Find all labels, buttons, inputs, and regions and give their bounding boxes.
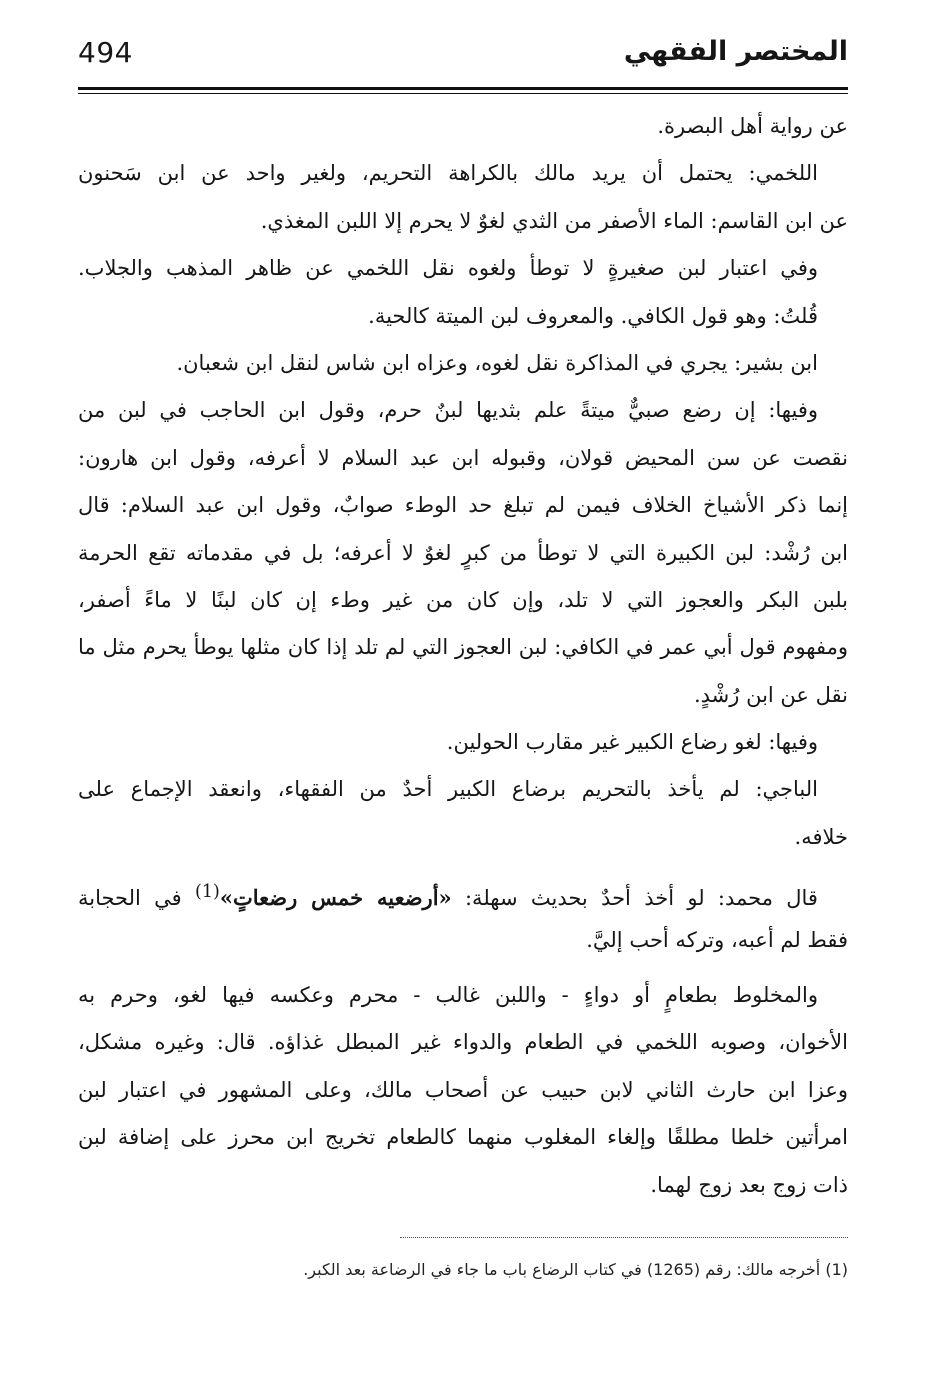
text-line: وعزا ابن حارث الثاني لابن حبيب عن أصحاب مالك، وعلى المشهور في اعتبار لبن xyxy=(78,1077,848,1102)
page-number: 494 xyxy=(78,36,133,69)
text-line: الباجي: لم يأخذ بالتحريم برضاع الكبير أحدٌ من الفقهاء، وانعقد الإجماع على xyxy=(78,777,818,802)
text-line: ابن رُشْد: لبن الكبيرة التي لا توطأ من كبرٍ لغوٌ لا أعرفه؛ بل في مقدماته تقع الحرمة xyxy=(78,540,848,565)
text-line: اللخمي: يحتمل أن يريد مالك بالكراهة التحريم، ولغير واحد عن ابن سَحنون xyxy=(78,161,818,186)
text-line: وفيها: إن رضع صبيٌّ ميتةً علم بثديها لبنٌ حرم، وقول ابن الحاجب في لبن من xyxy=(78,398,818,423)
text-line: ابن بشير: يجري في المذاكرة نقل لغوه، وعزاه ابن شاس لنقل ابن شعبان. xyxy=(176,350,818,375)
text-line: عن رواية أهل البصرة. xyxy=(657,114,848,138)
text-line: وفيها: لغو رضاع الكبير غير مقارب الحولين. xyxy=(446,730,818,755)
header-rule-thin xyxy=(78,93,848,94)
text-line: والمخلوط بطعامٍ أو دواءٍ - واللبن غالب - محرم وعكسه فيها لغو، وحرم به xyxy=(78,983,818,1008)
running-title: المختصر الفقهي xyxy=(623,36,848,67)
text-line: الأخوان، وصوبه اللخمي في الطعام والدواء غير المبطل غذاؤه. قال: وغيره مشكل، xyxy=(78,1030,848,1055)
body-text xyxy=(78,103,848,1209)
quote-intro: قال محمد: لو أخذ أحدٌ بحديث سهلة: xyxy=(464,886,818,911)
text-line: قُلتُ: وهو قول الكافي. والمعروف لبن الميتة كالحية. xyxy=(368,303,818,328)
text-line: ذات زوج بعد زوج لهما. xyxy=(650,1172,848,1197)
text-line: امرأتين خلطا مطلقًا وإلغاء المغلوب منهما كالطعام تخريج ابن محرز على إضافة لبن xyxy=(78,1125,848,1150)
footnote: (1) أخرجه مالك: رقم (1265) في كتاب الرضاع باب ما جاء في الرضاعة بعد الكبر. xyxy=(303,1260,848,1279)
text-line: ومفهوم قول أبي عمر في الكافي: لبن العجوز التي لم تلد إذا كان مثلها يوطأ يحرم مثل ما xyxy=(78,635,848,660)
text-line: إنما ذكر الأشياخ الخلاف فيمن لم تبلغ حد الوطء صوابٌ، وقول ابن عبد السلام: قال xyxy=(78,493,848,518)
footnote-marker: (1) xyxy=(195,882,220,903)
footnote-separator xyxy=(400,1237,848,1238)
text-line: فقط لم أعبه، وتركه أحب إليَّ. xyxy=(586,927,848,952)
text-line: خلافه. xyxy=(794,824,848,849)
text-line xyxy=(78,869,848,916)
text-line: وفي اعتبار لبن صغيرةٍ لا توطأ ولغوه نقل اللخمي عن ظاهر المذهب والجلاب. xyxy=(78,256,818,281)
text-line: نقل عن ابن رُشْدٍ. xyxy=(693,682,848,707)
page-header xyxy=(78,30,848,92)
quote-tail: في الحجابة xyxy=(78,886,182,911)
text-line: عن ابن القاسم: الماء الأصفر من الثدي لغوٌ لا يحرم إلا اللبن المغذي. xyxy=(260,208,848,233)
hadith-quote: «أرضعيه خمس رضعاتٍ» xyxy=(219,885,452,911)
text-line: بلبن البكر والعجوز التي لا تلد، وإن كان من غير وطء إن كان لبنًا لا ماءً أصفر، xyxy=(78,587,848,612)
text-line: نقصت عن سن المحيض قولان، وقبوله ابن عبد السلام لا أعرفه، وقول ابن هارون: xyxy=(78,445,848,470)
header-rule-thick xyxy=(78,87,848,90)
